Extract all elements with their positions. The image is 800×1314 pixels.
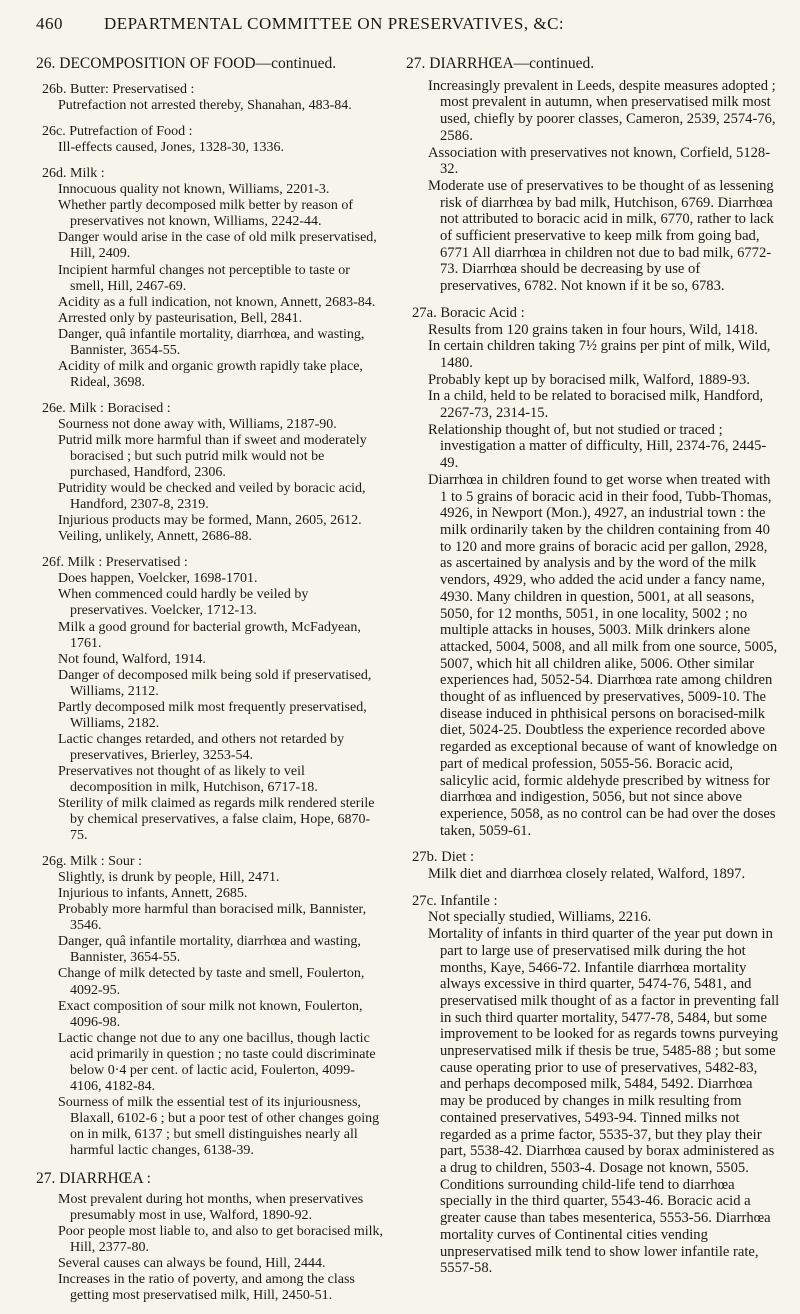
index-entry: Not found, Walford, 1914. — [58, 651, 206, 667]
section-27-continued-title: 27. DIARRHŒA—continued. — [406, 55, 595, 72]
index-entry: Putrefaction not arrested thereby, Shanahan, 483-84. — [58, 98, 352, 114]
index-entry: Probably kept up by boracised milk, Walford, 1889-93. — [428, 371, 750, 388]
left-subsection — [36, 555, 384, 844]
right-subsection — [406, 849, 780, 882]
index-entry: Does happen, Voelcker, 1698-1701. — [58, 571, 258, 587]
right-subsection — [406, 893, 780, 1277]
index-entry: Slightly, is drunk by people, Hill, 2471. — [58, 870, 280, 886]
index-entry: Change of milk detected by taste and smell, Foulerton, 4092-95. — [58, 966, 365, 998]
running-title: DEPARTMENTAL COMMITTEE ON PRESERVATIVES, &C: — [104, 14, 565, 33]
index-entry: Danger, quâ infantile mortality, diarrhœa and wasting, Bannister, 3654-55. — [58, 934, 361, 966]
index-entry: Increasingly prevalent in Leeds, despite measures adopted ; most prevalent in autumn, when preservatised milk most used, chiefly by poorer classes, Cameron, 2539, 2574-76, 2586. — [428, 77, 776, 144]
section-27-entries — [36, 1192, 384, 1304]
left-subsection-head: 26e. Milk : Boracised : — [42, 400, 171, 416]
right-subsection-head: 27a. Boracic Acid : — [412, 304, 525, 321]
index-entry: Moderate use of preservatives to be thought of as lessening risk of diarrhœa by bad milk, Hutchison, 6769. Diarrhœa not attributed to boracic acid in milk, 6770, rather to lack of sufficient preservative to keep milk from going bad, 6771 All diarrhœa in children not due to bad milk, 6772-73. Diarrhœa should be decreasing by use of preservatives, 6782. Not known if it be so, 6783. — [428, 177, 774, 295]
index-entry: Arrested only by pasteurisation, Bell, 2841. — [58, 310, 303, 326]
index-entry: Whether partly decomposed milk better by reason of preservatives not known, Williams, 2242-44. — [58, 198, 354, 230]
index-entry: Milk diet and diarrhœa closely related, Walford, 1897. — [428, 866, 746, 883]
index-entry: Putridity would be checked and veiled by boracic acid, Handford, 2307-8, 2319. — [58, 481, 366, 513]
index-entry: Preservatives not thought of as likely to veil decomposition in milk, Hutchison, 6717-18. — [58, 763, 318, 795]
index-entry: Danger, quâ infantile mortality, diarrhœa, and wasting, Bannister, 3654-55. — [58, 326, 365, 358]
right-subsections — [406, 305, 780, 1277]
index-entry: Not specially studied, Williams, 2216. — [428, 909, 652, 926]
right-subsection-head: 27b. Diet : — [412, 849, 475, 866]
index-entry: Mortality of infants in third quarter of the year put down in part to large use of preservatised milk during the hot months, Kaye, 5466-72. Infantile diarrhœa mortality always excessive in third quarter, 5474-76, 5481, and preservatised milk thought of as a factor in preventing fall in such third quarter mortality, 5477-78, 5484, but some improvement to be looked for as regards towns purveying unpreservatised milk if thesis be true, 5485-88 ; but some cause operating prior to use of preservatives, 5482-83, and perhaps decomposed milk, 5484, 5492. Diarrhœa may be produced by changes in milk resulting from contained preservatives, 5493-94. Tinned milks not regarded as a prime factor, 5535-37, but they play their part, 5538-42. Diarrhœa caused by borax administered as a drug to children, 5503-4. Dosage not known, 5505. Conditions surrounding child-life tend to diarrhœa specially in the third quarter, 5543-46. Boracic acid a greater cause than tabes mesenterica, 5553-56. Diarrhœa mortality curves of Continental cities vending unpreservatised milk tend to show lower infantile rate, 5557-58. — [428, 926, 780, 1277]
left-subsection — [36, 124, 384, 156]
index-entry: Diarrhœa in children found to get worse when treated with 1 to 5 grains of boracic acid in their food, Tubb-Thomas, 4926, in Newport (Mon.), 4927, an industrial town : the milk ordinarily taken by the children containing from 40 to 120 and more grains of boracic acid per gallon, 2928, as ascertained by analysis and by the word of the milk vendors, 4929, who added the acid under a fancy name, 4930. Many children in question, 5001, at all seasons, 5050, for 12 months, 5051, in one locality, 5002 ; no multiple attacks in houses, 5003. Milk drinkers alone attacked, 5004, 5008, and all milk from one source, 5005, 5007, which hit all children alike, 5006. Other similar experiences had, 5052-54. Diarrhœa rate among children thought of as influenced by preservatives, 5009-10. The disease induced in phthisical persons on boracised-milk diet, 5024-25. Doubtless the experience recorded above regarded as exceptional because of want of knowledge on part of medical profession, 5055-56. Boracic acid, salicylic acid, formic aldehyde prescribed by witness for diarrhœa and indigestion, 5056, but not since above experience, 5058, as no control can be had over the doses taken, 5059-61. — [428, 471, 778, 839]
index-entry: Lactic change not due to any one bacillus, though lactic acid primarily in question ; no taste could discriminate below 0·4 per cent. of lactic acid, Foulerton, 4099-4106, 4182-84. — [58, 1030, 376, 1094]
right-subsection — [406, 305, 780, 840]
index-entry: Acidity of milk and organic growth rapidly take place, Rideal, 3698. — [58, 358, 363, 390]
left-subsection-head: 26c. Putrefaction of Food : — [42, 124, 193, 140]
index-entry: Most prevalent during hot months, when preservatives presumably most in use, Walford, 1890-92. — [58, 1192, 364, 1224]
index-entry: Lactic changes retarded, and others not retarded by preservatives, Brierley, 3253-54. — [58, 731, 345, 763]
index-entry: Sourness of milk the essential test of its injuriousness, Blaxall, 6102-6 ; but a poor test of other changes going on in milk, 6137 ; but smell distinguishes nearly all harmful lactic changes, 6138-39. — [58, 1094, 380, 1158]
index-entry: Sourness not done away with, Williams, 2187-90. — [58, 416, 337, 432]
index-entry: Exact composition of sour milk not known, Foulerton, 4096-98. — [58, 998, 363, 1030]
index-entry: Poor people most liable to, and also to get boracised milk, Hill, 2377-80. — [58, 1224, 384, 1256]
left-subsection-head: 26b. Butter: Preservatised : — [42, 82, 195, 98]
index-entry: Danger of decomposed milk being sold if preservatised, Williams, 2112. — [58, 667, 372, 699]
left-subsection-head: 26d. Milk : — [42, 166, 105, 182]
index-entry: In certain children taking 7½ grains per pint of milk, Wild, 1480. — [428, 338, 771, 371]
index-entry: Increases in the ratio of poverty, and among the class getting most preservatised milk, Hill, 2450-51. — [58, 1272, 355, 1304]
section-27-title: 27. DIARRHŒA : — [36, 1170, 151, 1188]
index-entry: Innocuous quality not known, Williams, 2201-3. — [58, 182, 330, 198]
right-intro-entries — [406, 78, 780, 295]
left-subsection — [36, 854, 384, 1159]
index-entry: Incipient harmful changes not perceptible to taste or smell, Hill, 2467-69. — [58, 262, 350, 294]
index-entry: Association with preservatives not known, Corfield, 5128-32. — [428, 144, 771, 178]
index-entry: Ill-effects caused, Jones, 1328-30, 1336. — [58, 140, 285, 156]
left-subsection — [36, 401, 384, 545]
right-subsection-head: 27c. Infantile : — [412, 892, 498, 909]
left-subsection — [36, 166, 384, 391]
left-column — [36, 56, 384, 1304]
index-entry: Injurious to infants, Annett, 2685. — [58, 886, 248, 902]
left-subsection-head: 26g. Milk : Sour : — [42, 854, 142, 870]
index-entry: In a child, held to be related to boracised milk, Handford, 2267-73, 2314-15. — [428, 388, 764, 422]
page-header — [36, 14, 778, 42]
index-entry: Results from 120 grains taken in four hours, Wild, 1418. — [428, 321, 758, 338]
index-entry: Relationship thought of, but not studied or traced ; investigation a matter of difficulty, Hill, 2374-76, 2445-49. — [428, 421, 767, 472]
index-entry: Injurious products may be formed, Mann, 2605, 2612. — [58, 513, 362, 529]
index-entry: Danger would arise in the case of old milk preservatised, Hill, 2409. — [58, 230, 377, 262]
section-26-title: 26. DECOMPOSITION OF FOOD—continued. — [36, 55, 337, 72]
right-column — [406, 56, 780, 1277]
index-entry: Putrid milk more harmful than if sweet and moderately boracised ; but such putrid milk would not be purchased, Handford, 2306. — [58, 432, 367, 481]
left-subsection — [36, 82, 384, 114]
index-entry: When commenced could hardly be veiled by preservatives. Voelcker, 1712-13. — [58, 587, 309, 619]
index-entry: Veiling, unlikely, Annett, 2686-88. — [58, 529, 252, 545]
index-entry: Acidity as a full indication, not known, Annett, 2683-84. — [58, 294, 376, 310]
left-subsections — [36, 82, 384, 1159]
index-entry: Milk a good ground for bacterial growth, McFadyean, 1761. — [58, 619, 361, 651]
index-entry: Partly decomposed milk most frequently preservatised, Williams, 2182. — [58, 699, 367, 731]
index-entry: Probably more harmful than boracised milk, Bannister, 3546. — [58, 902, 367, 934]
index-entry: Sterility of milk claimed as regards milk rendered sterile by chemical preservatives, a false claim, Hope, 6870-75. — [58, 796, 375, 844]
page-number: 460 — [36, 14, 63, 33]
left-subsection-head: 26f. Milk : Preservatised : — [42, 555, 188, 571]
index-entry: Several causes can always be found, Hill, 2444. — [58, 1256, 326, 1272]
